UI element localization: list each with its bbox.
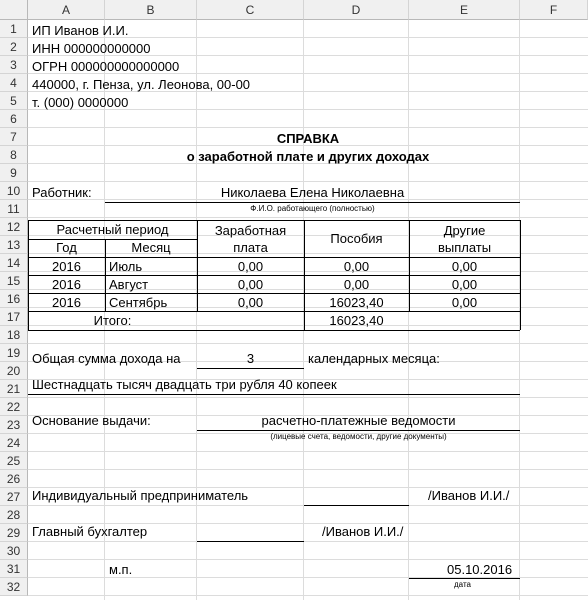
row2-year: 2016 [52, 277, 81, 292]
row-gridline [28, 559, 588, 560]
row-header-26[interactable]: 26 [0, 470, 28, 488]
salary-header-1: Заработная [214, 223, 287, 238]
row-gridline [28, 343, 588, 344]
org-name: ИП Иванов И.И. [32, 23, 129, 38]
row-header-32[interactable]: 32 [0, 578, 28, 596]
row-gridline [28, 127, 588, 128]
summary-words: Шестнадцать тысяч двадцать три рубля 40 копеек [32, 377, 337, 392]
row-header-9[interactable]: 9 [0, 164, 28, 182]
row-header-3[interactable]: 3 [0, 56, 28, 74]
year-header: Год [56, 240, 77, 255]
month-header: Месяц [131, 240, 171, 255]
row-header-31[interactable]: 31 [0, 560, 28, 578]
basis-caption: (лицевые счета, ведомости, другие документы) [270, 432, 447, 441]
row3-other: 0,00 [451, 295, 478, 310]
basis-label: Основание выдачи: [32, 413, 151, 428]
row-header-10[interactable]: 10 [0, 182, 28, 200]
row-header-17[interactable]: 17 [0, 308, 28, 326]
row-gridline [28, 181, 588, 182]
row3-salary: 0,00 [237, 295, 264, 310]
stamp-label: м.п. [109, 562, 133, 577]
row-header-14[interactable]: 14 [0, 254, 28, 272]
accountant-label: Главный бухгалтер [32, 524, 148, 539]
row1-salary: 0,00 [237, 259, 264, 274]
row-header-16[interactable]: 16 [0, 290, 28, 308]
row-gridline [28, 595, 588, 596]
employee-label: Работник: [32, 185, 92, 200]
summary-months: 3 [246, 351, 255, 366]
row3-month: Сентябрь [109, 295, 168, 310]
row-header-11[interactable]: 11 [0, 200, 28, 218]
row2-benefits: 0,00 [343, 277, 370, 292]
column-header-c[interactable]: C [197, 0, 304, 20]
row-header-30[interactable]: 30 [0, 542, 28, 560]
document-title: СПРАВКА [276, 131, 340, 146]
column-header-d[interactable]: D [304, 0, 409, 20]
salary-header-2: плата [233, 240, 268, 255]
row-header-12[interactable]: 12 [0, 218, 28, 236]
other-header-1: Другие [443, 223, 486, 238]
row-header-22[interactable]: 22 [0, 398, 28, 416]
row-header-15[interactable]: 15 [0, 272, 28, 290]
row-header-8[interactable]: 8 [0, 146, 28, 164]
row-header-27[interactable]: 27 [0, 488, 28, 506]
row-header-5[interactable]: 5 [0, 92, 28, 110]
document-date: 05.10.2016 [447, 562, 513, 577]
employee-caption: Ф.И.О. работающего (полностью) [250, 204, 375, 213]
row-header-6[interactable]: 6 [0, 110, 28, 128]
accountant-name: /Иванов И.И./ [322, 524, 404, 539]
select-all-corner[interactable] [0, 0, 28, 20]
summary-months-suffix: календарных месяца: [308, 351, 440, 366]
row-gridline [28, 469, 588, 470]
row-header-13[interactable]: 13 [0, 236, 28, 254]
entrepreneur-label: Индивидуальный предприниматель [32, 488, 249, 503]
column-header-f[interactable]: F [520, 0, 588, 20]
other-header-2: выплаты [437, 240, 492, 255]
org-address: 440000, г. Пенза, ул. Леонова, 00-00 [32, 77, 251, 92]
row-header-20[interactable]: 20 [0, 362, 28, 380]
total-label: Итого: [93, 313, 132, 328]
entrepreneur-name: /Иванов И.И./ [428, 488, 510, 503]
org-inn: ИНН 000000000000 [32, 41, 151, 56]
row-gridline [28, 217, 588, 218]
column-header-b[interactable]: B [105, 0, 197, 20]
row3-benefits: 16023,40 [329, 295, 384, 310]
row-header-2[interactable]: 2 [0, 38, 28, 56]
row-header-4[interactable]: 4 [0, 74, 28, 92]
row1-year: 2016 [52, 259, 81, 274]
row-gridline [28, 397, 588, 398]
period-header: Расчетный период [56, 222, 169, 237]
org-phone: т. (000) 0000000 [32, 95, 129, 110]
row-header-21[interactable]: 21 [0, 380, 28, 398]
row-header-29[interactable]: 29 [0, 524, 28, 542]
row-header-7[interactable]: 7 [0, 128, 28, 146]
benefits-header: Пособия [330, 231, 383, 246]
row-header-25[interactable]: 25 [0, 452, 28, 470]
row2-salary: 0,00 [237, 277, 264, 292]
row1-benefits: 0,00 [343, 259, 370, 274]
row2-other: 0,00 [451, 277, 478, 292]
row-gridline [28, 451, 588, 452]
row1-month: Июль [109, 259, 143, 274]
row-header-1[interactable]: 1 [0, 20, 28, 38]
row-header-18[interactable]: 18 [0, 326, 28, 344]
row1-other: 0,00 [451, 259, 478, 274]
row3-year: 2016 [52, 295, 81, 310]
org-ogrn: ОГРН 000000000000000 [32, 59, 180, 74]
column-header-a[interactable]: A [28, 0, 105, 20]
row-header-24[interactable]: 24 [0, 434, 28, 452]
summary-label: Общая сумма дохода на [32, 351, 181, 366]
date-caption: дата [454, 580, 471, 589]
total-value: 16023,40 [329, 313, 384, 328]
row-header-23[interactable]: 23 [0, 416, 28, 434]
basis-value: расчетно-платежные ведомости [261, 413, 456, 428]
row-header-28[interactable]: 28 [0, 506, 28, 524]
row2-month: Август [109, 277, 149, 292]
row-header-19[interactable]: 19 [0, 344, 28, 362]
document-subtitle: о заработной плате и других доходах [186, 149, 430, 164]
row-gridline [28, 541, 588, 542]
employee-name: Николаева Елена Николаевна [220, 185, 405, 200]
column-header-e[interactable]: E [409, 0, 520, 20]
